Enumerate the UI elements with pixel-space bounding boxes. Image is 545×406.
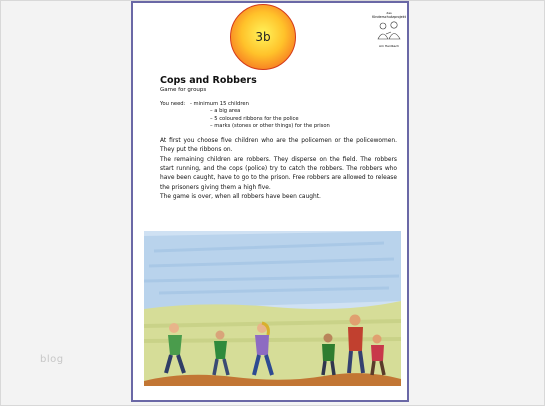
number-badge: 3b <box>230 4 296 70</box>
needs-lead: You need: <box>160 101 186 107</box>
children-drawing-logo <box>369 9 409 49</box>
needs-item: – a big area <box>210 108 241 115</box>
needs-item: – marks (stones or other things) for the prison <box>210 122 330 129</box>
crayon-drawing-illustration <box>144 231 401 386</box>
logo-bottom: Am Heidbach <box>378 44 400 48</box>
document-content <box>160 75 397 202</box>
logo-middle: Kinderschutzprojekt <box>372 15 406 19</box>
paragraph-intro: At first you choose five children who are the policemen or the policewomen. They put the ribbons on. <box>160 138 397 154</box>
paragraph-rules: The remaining children are robbers. They disperse on the field. The robbers start running, and the cops (police) try to catch the robbers. The robbers who have been caught, have to go to the prison. Free robbers are allowed to release the prisoners giving them a high five. <box>160 156 397 191</box>
document-subtitle: Game for groups <box>160 87 207 93</box>
document-title: Cops and Robbers <box>160 75 257 86</box>
logo-top: das <box>386 11 392 15</box>
document-page <box>131 1 409 402</box>
blog-label[interactable]: blog <box>40 354 64 365</box>
needs-first-item: - minimum 15 children <box>190 101 249 107</box>
paragraph-end: The game is over, when all robbers have been caught. <box>160 193 321 200</box>
needs-item: – 5 coloured ribbons for the police <box>210 115 299 122</box>
needs-list <box>160 101 397 130</box>
